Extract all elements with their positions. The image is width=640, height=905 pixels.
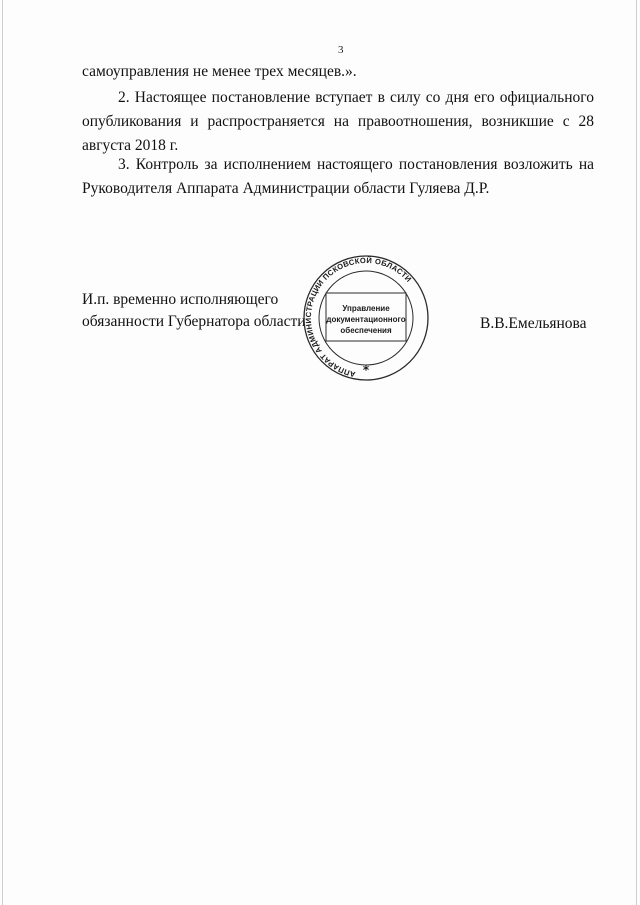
paragraph-3-control: 3. Контроль за исполнением настоящего постановления возложить на Руководителя Аппарата Администрации области Гуляева Д.Р. xyxy=(82,156,594,197)
seal-center-line-1: Управление xyxy=(342,304,390,313)
page-number: 3 xyxy=(338,44,344,56)
seal-center-line-2: документационного xyxy=(326,315,406,324)
seal-star-icon: * xyxy=(362,363,370,377)
official-seal xyxy=(293,255,439,385)
scan-edge-right xyxy=(636,0,637,905)
seal-center-line-3: обеспечения xyxy=(340,326,392,335)
signatory-title xyxy=(82,289,306,333)
signatory-title-line-1: И.п. временно исполняющего xyxy=(82,291,279,308)
seal-ring-text: АППАРАТ АДМИНИСТРАЦИИ ПСКОВСКОЙ ОБЛАСТИ xyxy=(303,255,414,379)
scan-edge-left xyxy=(2,0,3,905)
paragraph-2-effective-date: 2. Настоящее постановление вступает в силу со дня его официального опубликования и распространяется на правоотношения, возникшие с 28 августа 2018 г. xyxy=(82,89,594,154)
signatory-name: В.В.Емельянова xyxy=(480,315,587,332)
paragraph-continuation: самоуправления не менее трех месяцев.». xyxy=(82,63,357,80)
signatory-title-line-2: обязанности Губернатора области xyxy=(82,313,306,330)
